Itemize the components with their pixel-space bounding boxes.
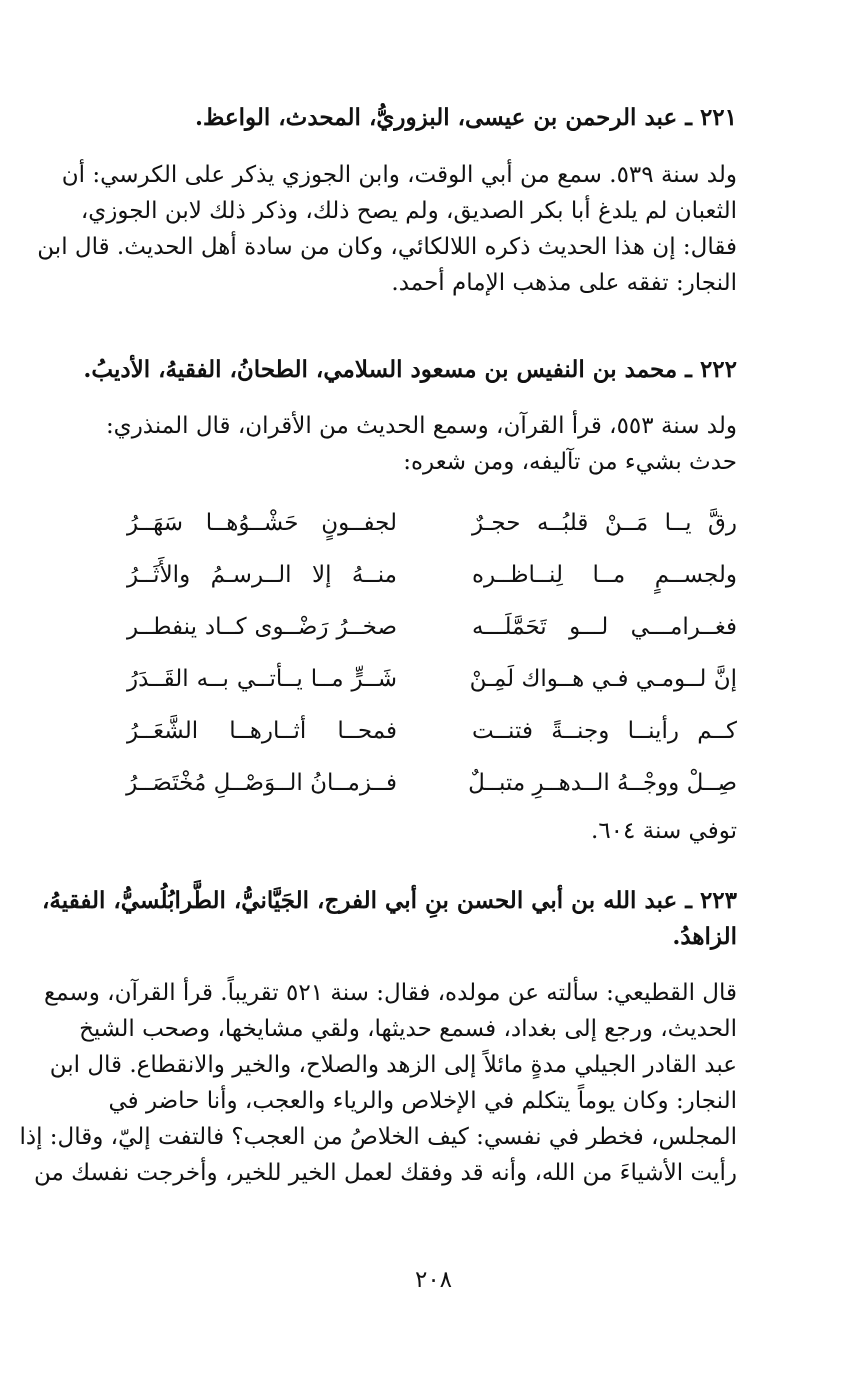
entry-221-paragraph bbox=[37, 157, 737, 301]
poem-verse bbox=[127, 659, 737, 699]
paragraph-line: النجار: وكان يوماً يتكلم في الإخلاص والرياء والعجب، وأنا حاضر في bbox=[108, 1088, 737, 1114]
paragraph-line: حدث بشيء من تآليفه، ومن شعره: bbox=[403, 449, 737, 475]
verse-second-hemistich: شَــرٍّ مــا يــأتــي بــه القَــدَرُ bbox=[127, 666, 397, 692]
paragraph-line: فقال: إن هذا الحديث ذكره اللالكائي، وكان من سادة أهل الحديث. قال ابن bbox=[37, 234, 737, 260]
heading-line: الزاهدُ. bbox=[672, 923, 737, 950]
page-number: ٢٠٨ bbox=[414, 1267, 453, 1293]
verse-second-hemistich: فمحــا أثــارهــا الشَّعَــرُ bbox=[127, 718, 397, 744]
poem-verse bbox=[127, 503, 737, 543]
verse-second-hemistich: لجفــونٍ حَشْــوُهــا سَهَــرُ bbox=[127, 510, 397, 536]
verse-second-hemistich: منــهُ إلا الــرسـمُ والأَثَــرُ bbox=[127, 562, 397, 588]
paragraph-line: ولد سنة ٥٣٩. سمع من أبي الوقت، وابن الجوزي يذكر على الكرسي: أن bbox=[61, 162, 737, 188]
paragraph-line: الثعبان لم يلدغ أبا بكر الصديق، ولم يصح ذلك، وذكر ذلك لابن الجوزي، bbox=[80, 198, 737, 224]
paragraph-line: عبد القادر الجيلي مدةٍ مائلاً إلى الزهد والصلاح، والخير والانقطاع. قال ابن bbox=[49, 1052, 737, 1078]
entry-223-paragraph bbox=[19, 975, 737, 1191]
paragraph-line: رأيت الأشياءَ من الله، وأنه قد وفقك لعمل الخير للخير، وأخرجت نفسك من bbox=[34, 1160, 737, 1186]
verse-first-hemistich: كــم رأينــا وجنــةً فتنــت bbox=[472, 718, 737, 744]
paragraph-line: توفي سنة ٦٠٤. bbox=[591, 818, 737, 844]
verse-first-hemistich: صِــلْ ووجْــهُ الــدهــرِ متبــلٌ bbox=[468, 770, 737, 796]
poem-verse bbox=[127, 555, 737, 595]
entry-222-closing bbox=[127, 813, 737, 849]
entry-221-heading: ٢٢١ ـ عبد الرحمن بن عيسى، البزوريُّ، المحدث، الواعظ. bbox=[195, 104, 737, 131]
verse-first-hemistich: إنَّ لــومـي فـي هــواك لَمِـنْ bbox=[469, 666, 737, 692]
verse-second-hemistich: فــزمــانُ الــوَصْــلِ مُخْتَصَــرُ bbox=[126, 770, 397, 796]
paragraph-line: الحديث، ورجع إلى بغداد، فسمع حديثها، ولقي مشايخها، وصحب الشيخ bbox=[79, 1016, 737, 1042]
verse-first-hemistich: فغــرامـــي لـــو تَحَمَّلَـــه bbox=[472, 614, 737, 640]
entry-222-paragraph bbox=[105, 408, 737, 480]
poem-verse bbox=[127, 607, 737, 647]
entry-223-heading bbox=[42, 883, 737, 955]
verse-first-hemistich: رقَّ يــا مَــنْ قلبُــه حجـرٌ bbox=[472, 510, 737, 536]
paragraph-line: قال القطيعي: سألته عن مولده، فقال: سنة ٥٢١ تقريباً. قرأ القرآن، وسمع bbox=[43, 980, 737, 1006]
heading-line: ٢٢٣ ـ عبد الله بن أبي الحسن بنِ أبي الفرج، الجَيَّانيُّ، الطَّرابُلُسيُّ، الفقيهُ، bbox=[42, 887, 737, 914]
paragraph-line: النجار: تفقه على مذهب الإمام أحمد. bbox=[391, 270, 737, 296]
entry-222-heading: ٢٢٢ ـ محمد بن النفيس بن مسعود السلامي، الطحانُ، الفقيهُ، الأديبُ. bbox=[83, 356, 737, 383]
poem-verse bbox=[127, 711, 737, 751]
paragraph-line: المجلس، فخطر في نفسي: كيف الخلاصُ من العجب؟ فالتفت إليّ، وقال: إذا bbox=[19, 1124, 737, 1150]
poem-verse bbox=[127, 763, 737, 803]
verse-first-hemistich: ولجســمٍ مــا لِنــاظــره bbox=[472, 562, 737, 588]
verse-second-hemistich: صخــرُ رَضْــوى كــاد ينفطــر bbox=[127, 614, 397, 640]
paragraph-line: ولد سنة ٥٥٣، قرأ القرآن، وسمع الحديث من الأقران، قال المنذري: bbox=[105, 413, 737, 439]
